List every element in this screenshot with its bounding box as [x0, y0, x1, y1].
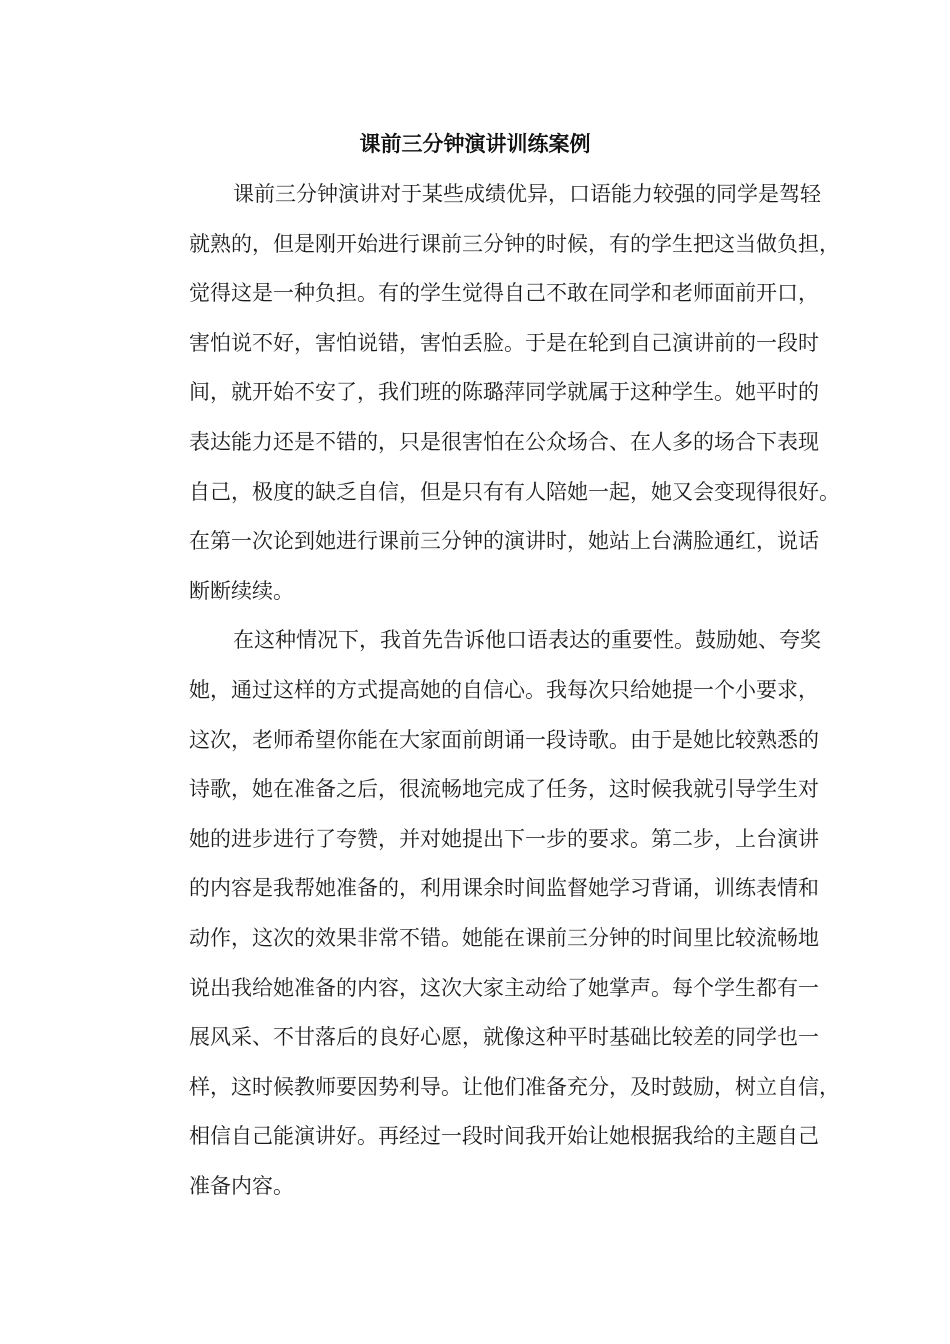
text-line: 说出我给她准备的内容，这次大家主动给了她掌声。每个学生都有一	[189, 975, 819, 1000]
text-line: 样，这时候教师要因势利导。让他们准备充分，及时鼓励，树立自信，	[189, 1074, 840, 1099]
document-body	[145, 170, 840, 1211]
text-line: 就熟的，但是刚开始进行课前三分钟的时候，有的学生把这当做负担，	[189, 231, 840, 256]
text-line: 相信自己能演讲好。再经过一段时间我开始让她根据我给的主题自己	[189, 1124, 819, 1149]
text-line: 在这种情况下，我首先告诉他口语表达的重要性。鼓励她、夸奖	[233, 628, 821, 653]
text-line: 表达能力还是不错的，只是很害怕在公众场合、在人多的场合下表现	[189, 429, 819, 454]
text-line: 觉得这是一种负担。有的学生觉得自己不敢在同学和老师面前开口，	[189, 281, 819, 306]
text-line: 她，通过这样的方式提高她的自信心。我每次只给她提一个小要求，	[189, 677, 819, 702]
paragraph-2	[145, 616, 840, 1211]
text-line: 她的进步进行了夸赞，并对她提出下一步的要求。第二步，上台演讲	[189, 826, 819, 851]
text-line: 间，就开始不安了，我们班的陈璐萍同学就属于这种学生。她平时的	[189, 380, 819, 405]
text-line: 课前三分钟演讲对于某些成绩优异，口语能力较强的同学是驾轻	[233, 182, 821, 206]
document-title: 课前三分钟演讲训练案例	[359, 131, 591, 156]
text-line: 的内容是我帮她准备的，利用课余时间监督她学习背诵，训练表情和	[189, 876, 819, 901]
text-line: 断断续续。	[189, 578, 294, 603]
text-line: 害怕说不好，害怕说错，害怕丢脸。于是在轮到自己演讲前的一段时	[189, 330, 819, 355]
text-line: 诗歌，她在准备之后，很流畅地完成了任务，这时候我就引导学生对	[189, 777, 819, 802]
text-line: 自己，极度的缺乏自信，但是只有有人陪她一起，她又会变现得很好。	[189, 479, 840, 504]
text-line: 在第一次论到她进行课前三分钟的演讲时，她站上台满脸通红，说话	[189, 529, 819, 554]
text-line: 动作，这次的效果非常不错。她能在课前三分钟的时间里比较流畅地	[189, 925, 819, 950]
text-line: 准备内容。	[189, 1173, 294, 1198]
text-line: 展风采、不甘落后的良好心愿，就像这种平时基础比较差的同学也一	[189, 1025, 819, 1050]
text-line: 这次，老师希望你能在大家面前朗诵一段诗歌。由于是她比较熟悉的	[189, 727, 819, 752]
paragraph-1	[145, 170, 840, 616]
